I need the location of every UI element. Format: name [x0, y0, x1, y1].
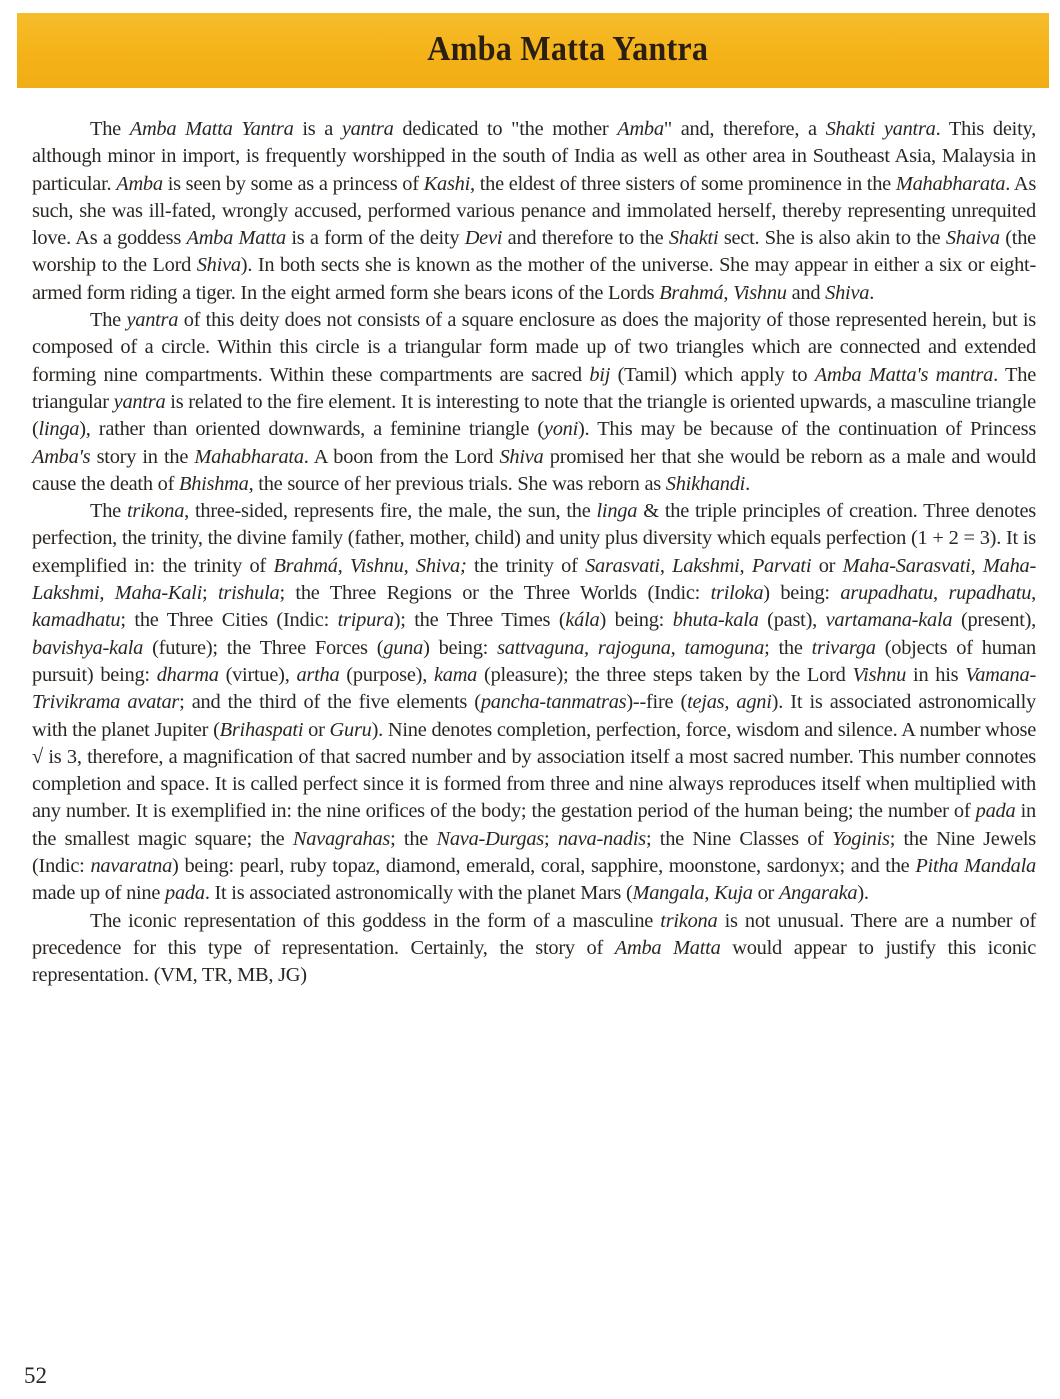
italic-term: tejas, agni	[687, 691, 772, 714]
italic-term: dharma	[156, 663, 219, 686]
italic-term: Pitha Mandala	[915, 855, 1036, 878]
italic-term: Shikhandi	[665, 472, 746, 495]
italic-term: kamadhatu	[32, 609, 121, 632]
italic-term: Mahabharata	[895, 172, 1006, 195]
italic-term: tripura	[337, 609, 394, 632]
italic-term: Maha-Lakshmi	[32, 554, 1037, 605]
italic-term: yoni	[543, 418, 578, 441]
italic-term: Parvati	[751, 554, 812, 577]
italic-term: Shiva;	[415, 554, 467, 577]
italic-term: Shiva	[825, 281, 870, 304]
italic-term: Brahmá	[659, 281, 724, 304]
page-number: 52	[24, 1363, 47, 1388]
italic-term: Amba's	[32, 445, 91, 468]
italic-term: Brahmá	[273, 554, 338, 577]
italic-term: Brihaspati	[219, 718, 304, 741]
italic-term: Lakshmi	[672, 554, 740, 577]
italic-term: yantra	[113, 390, 166, 413]
italic-term: bij	[589, 363, 611, 386]
italic-term: Vamana-Trivikrama avatar	[32, 663, 1036, 714]
italic-term: Guru	[329, 718, 372, 741]
italic-term: Shiva	[196, 254, 241, 277]
italic-term: arupadhatu	[840, 582, 934, 605]
page-title: Amba Matta Yantra	[427, 28, 709, 68]
italic-term: Shaiva	[945, 227, 1000, 250]
italic-term: triloka	[710, 582, 764, 605]
italic-term: trivarga	[811, 636, 876, 659]
italic-term: Yoginis	[832, 827, 890, 850]
italic-term: bavishya-kala	[32, 636, 144, 659]
paragraph: The iconic representation of this goddess in the form of a masculine trikona is not unusual. There are a number of precedence for this type of representation. Certainly, the story of Amba Matta would appear to justify this iconic representation. (VM, TR, MB, JG)	[32, 909, 1037, 987]
italic-term: Vishnu	[733, 281, 787, 304]
italic-term: Angaraka	[778, 882, 858, 905]
italic-term: Nava-Durgas	[436, 827, 544, 850]
italic-term: Amba	[617, 118, 664, 140]
italic-term: Maha-Sarasvati	[842, 554, 971, 577]
italic-term: Mangala	[632, 882, 705, 905]
italic-term: pada	[975, 800, 1016, 823]
italic-term: Shakti	[668, 227, 719, 250]
italic-term: Amba	[116, 172, 163, 195]
italic-term: sattvaguna, rajoguna, tamoguna	[497, 636, 765, 659]
italic-term: linga	[596, 500, 638, 523]
paragraph: The yantra of this deity does not consists of a square enclosure as does the majority of those represented herein, but is composed of a circle. Within this circle is a triangular form made up of two triangles which are connected and extended forming nine compartments. Within these compartments are sacred bij (Tamil) which apply to Amba Matta's mantra. The triangular yantra is related to the fire element. It is interesting to note that the triangle is oriented upwards, a masculine triangle (linga), rather than oriented downwards, a feminine triangle (yoni). This may be because of the continuation of Princess Amba's story in the Mahabharata. A boon from the Lord Shiva promised her that she would be reborn as a male and would cause the death of Bhishma, the source of her previous trials. She was reborn as Shikhandi.	[32, 309, 1037, 495]
italic-term: Navagrahas	[292, 827, 391, 850]
italic-term: yantra	[341, 118, 394, 140]
italic-term: trishula	[217, 582, 280, 605]
italic-term: Amba Matta Yantra	[129, 118, 294, 140]
italic-term: trikona	[126, 500, 185, 523]
italic-term: Sarasvati	[585, 554, 660, 577]
italic-term: rupadhatu	[948, 582, 1032, 605]
italic-term: kála	[565, 609, 600, 632]
paragraph: The Amba Matta Yantra is a yantra dedicated to "the mother Amba" and, therefore, a Shakti yantra. This deity, although minor in import, is frequently worshipped in the south of India as well as other area in Southeast Asia, Malaysia in particular. Amba is seen by some as a princess of Kashi, the eldest of three sisters of some prominence in the Mahabharata. As such, she was ill-fated, wrongly accused, performed various penance and immolated herself, thereby representing unrequited love. As a goddess Amba Matta is a form of the deity Devi and therefore to the Shakti sect. She is also akin to the Shaiva (the worship to the Lord Shiva). In both sects she is known as the mother of the universe. She may appear in either a six or eight-armed form riding a tiger. In the eight armed form she bears icons of the Lords Brahmá, Vishnu and Shiva.	[32, 118, 1037, 304]
title-banner	[17, 13, 1049, 88]
italic-term: Bhishma	[178, 472, 249, 495]
italic-term: Amba Matta	[614, 936, 721, 959]
italic-term: Kashi	[423, 172, 470, 195]
italic-term: bhuta-kala	[672, 609, 759, 632]
italic-term: guna	[383, 636, 424, 659]
italic-term: Vishnu	[852, 663, 907, 686]
italic-term: Devi	[464, 227, 503, 250]
italic-term: pada	[165, 882, 205, 905]
italic-term: pancha-tanmatras	[480, 691, 627, 714]
italic-term: Shakti yantra	[825, 118, 936, 140]
italic-term: artha	[296, 663, 340, 686]
italic-term: Mahabharata	[194, 445, 304, 468]
italic-term: trikona	[660, 909, 718, 932]
italic-term: Shiva	[499, 445, 544, 468]
italic-term: Maha-Kali	[114, 582, 203, 605]
paragraph: The trikona, three-sided, represents fire, the male, the sun, the linga & the triple principles of creation. Three denotes perfection, the trinity, the divine family (father, mother, child) and unity plus diversity which equals perfection (1 + 2 = 3). It is exemplified in: the trinity of Brahmá, Vishnu, Shiva; the trinity of Sarasvati, Lakshmi, Parvati or Maha-Sarasvati, Maha-Lakshmi, Maha-Kali; trishula; the Three Regions or the Three Worlds (Indic: triloka) being: arupadhatu, rupadhatu, kamadhatu; the Three Cities (Indic: tripura); the Three Times (kála) being: bhuta-kala (past), vartamana-kala (present), bavishya-kala (future); the Three Forces (guna) being: sattvaguna, rajoguna, tamoguna; the trivarga (objects of human pursuit) being: dharma (virtue), artha (purpose), kama (pleasure); the three steps taken by the Lord Vishnu in his Vamana-Trivikrama avatar; and the third of the five elements (pancha-tanmatras)--fire (tejas, agni). It is associated astronomically with the planet Jupiter (Brihaspati or Guru). Nine denotes completion, perfection, force, wisdom and silence. A number whose √ is 3, therefore, a magnification of that sacred number and by association itself a most sacred number. This number connotes completion and space. It is called perfect since it is formed from three and nine always reproduces itself when multiplied with any number. It is exemplified in: the nine orifices of the body; the gestation period of the human being; the number of pada in the smallest magic square; the Navagrahas; the Nava-Durgas; nava-nadis; the Nine Classes of Yoginis; the Nine Jewels (Indic: navaratna) being: pearl, ruby topaz, diamond, emerald, coral, sapphire, moonstone, sardonyx; and the Pitha Mandala made up of nine pada. It is associated astronomically with the planet Mars (Mangala, Kuja or Angaraka).	[32, 500, 1037, 905]
italic-term: Amba Matta's mantra	[814, 363, 994, 386]
italic-term: vartamana-kala	[825, 609, 953, 632]
italic-term: kama	[433, 663, 478, 686]
italic-term: Vishnu	[349, 554, 404, 577]
article-body	[32, 116, 1036, 990]
italic-term: navaratna	[90, 855, 173, 878]
italic-term: Amba Matta	[186, 227, 286, 250]
italic-term: nava-nadis	[557, 827, 646, 850]
italic-term: linga	[38, 418, 80, 441]
italic-term: yantra	[126, 309, 179, 332]
italic-term: Kuja	[714, 882, 753, 905]
